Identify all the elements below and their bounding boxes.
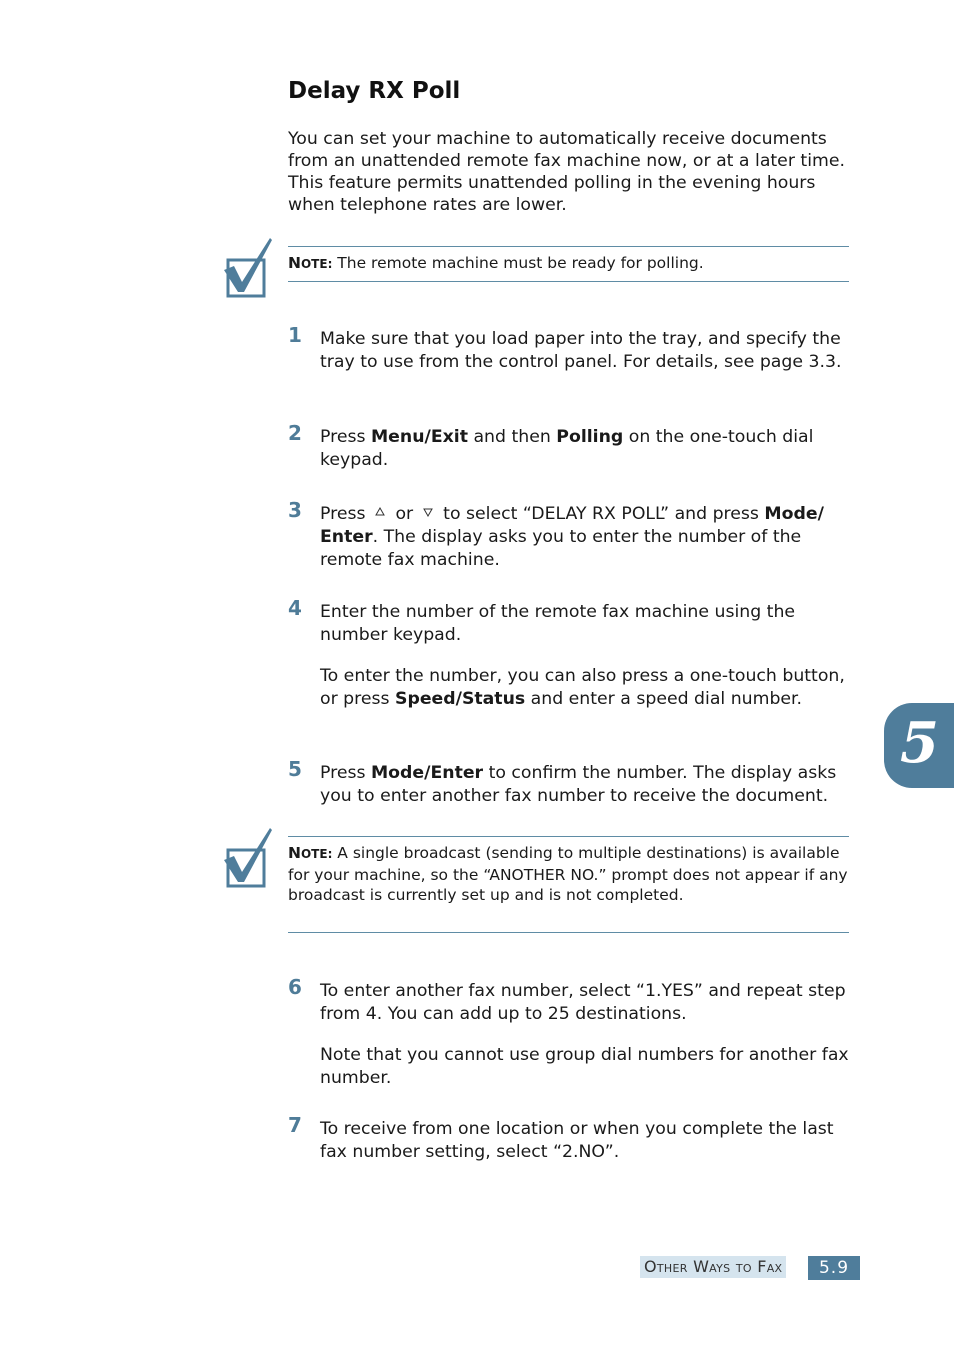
note-text: The remote machine must be ready for polling. — [332, 254, 704, 272]
checkmark-note-icon — [222, 236, 276, 300]
note-box — [288, 246, 849, 282]
step-number: 3 — [288, 498, 302, 522]
page-number: 5.9 — [808, 1256, 860, 1280]
step-number: 6 — [288, 975, 302, 999]
step-subtext: To enter the number, you can also press a one-touch button, or press Speed/Status and enter a speed dial number. — [320, 666, 845, 709]
note-text: A single broadcast (sending to multiple destinations) is available for your machine, so the “ANOTHER NO.” prompt does not appear if any broadcast is currently set up and is not completed. — [288, 844, 848, 904]
up-arrow-icon — [375, 507, 385, 517]
chapter-number: 5 — [900, 710, 939, 776]
polling-key: Polling — [556, 427, 624, 447]
step-text: Enter the number of the remote fax machine using the number keypad. — [320, 602, 796, 645]
menu-exit-key: Menu/Exit — [370, 427, 468, 447]
section-title: Delay RX Poll — [288, 78, 461, 104]
step-subtext: Note that you cannot use group dial numbers for another fax number. — [320, 1045, 849, 1088]
step-text: To receive from one location or when you complete the last fax number setting, select “2.NO”. — [320, 1119, 834, 1162]
intro-paragraph: You can set your machine to automatically receive documents from an unattended remote fax machine now, or at a later time. This feature permits unattended polling in the evening hours when telephone rates are lower. — [288, 129, 845, 215]
step-text: Press Menu/Exit and then Polling on the one-touch dial keypad. — [320, 427, 814, 470]
down-arrow-icon — [423, 507, 433, 517]
speed-status-key: Speed/Status — [395, 689, 526, 709]
footer-section-title: Other Ways to Fax — [640, 1256, 786, 1278]
step-text: Press or to select “DELAY RX POLL” and press Mode/ Enter. The display asks you to enter the number of the remote fax machine. — [320, 504, 824, 570]
note-label: NOTE: — [288, 254, 333, 272]
step-text: Make sure that you load paper into the tray, and specify the tray to use from the control panel. For details, see page 3.3. — [320, 329, 842, 372]
mode-enter-key: Mode/Enter — [370, 763, 484, 783]
note-box — [288, 836, 849, 933]
step-number: 7 — [288, 1113, 302, 1137]
step-number: 1 — [288, 323, 302, 347]
checkmark-note-icon — [222, 826, 276, 890]
mode-enter-key: Mode/ Enter — [320, 504, 824, 547]
step-number: 4 — [288, 596, 302, 620]
step-number: 2 — [288, 421, 302, 445]
step-text: To enter another fax number, select “1.YES” and repeat step from 4. You can add up to 25 destinations. — [320, 981, 846, 1024]
step-number: 5 — [288, 757, 302, 781]
step-text: Press Mode/Enter to confirm the number. The display asks you to enter another fax number to receive the document. — [320, 763, 837, 806]
note-label: NOTE: — [288, 844, 333, 862]
